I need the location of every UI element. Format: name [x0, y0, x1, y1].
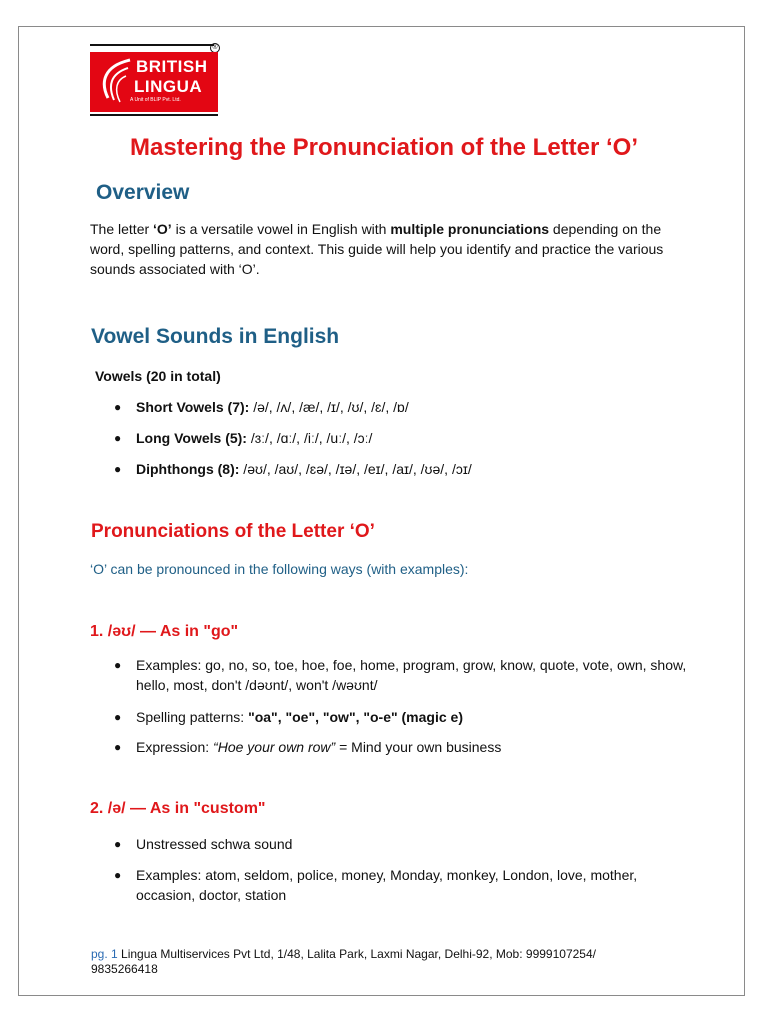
- section-2-heading: 2. /ə/ — As in "custom": [90, 800, 266, 817]
- british-lingua-logo: [90, 44, 218, 118]
- logo-swoosh-icon: [94, 56, 134, 108]
- page-footer: [91, 947, 651, 977]
- overview-text-3: depending on the word, spelling patterns, and context. This guide will help you identify and practice the various sounds associated with ‘O’.: [90, 221, 664, 277]
- section-2-examples-text: Examples: atom, seldom, police, money, Monday, monkey, London, love, mother, occasion, doctor, station: [136, 867, 638, 903]
- vowel-list-item: [114, 428, 696, 448]
- overview-heading: Overview: [96, 181, 190, 204]
- pronunciations-heading: Pronunciations of the Letter ‘O’: [91, 521, 375, 542]
- bullet-icon: ●: [114, 710, 122, 724]
- section-2-item: [114, 834, 696, 854]
- registered-mark: ®: [210, 43, 220, 53]
- overview-text-1: The letter: [90, 221, 154, 237]
- bullet-icon: ●: [114, 837, 122, 851]
- section-1-examples: [114, 655, 696, 695]
- pronunciations-intro: ‘O’ can be pronounced in the following ways (with examples):: [90, 561, 469, 577]
- diphthongs-label: Diphthongs (8):: [136, 461, 240, 477]
- schwa-description: Unstressed schwa sound: [136, 836, 293, 852]
- expression-quote: “Hoe your own row”: [213, 739, 336, 755]
- overview-text-2: is a versatile vowel in English with: [171, 221, 391, 237]
- logo-bottom-line: [90, 114, 218, 116]
- footer-address: Lingua Multiservices Pvt Ltd, 1/48, Lalita Park, Laxmi Nagar, Delhi-92, Mob: 9999107254/ 9835266418: [91, 947, 596, 976]
- short-vowels-label: Short Vowels (7):: [136, 399, 250, 415]
- bullet-icon: ●: [114, 658, 122, 672]
- bullet-icon: ●: [114, 400, 122, 414]
- bullet-icon: ●: [114, 868, 122, 882]
- spelling-patterns: "oa", "oe", "ow", "o-e" (magic e): [248, 709, 463, 725]
- overview-bold-o: ‘O’: [153, 221, 172, 237]
- section-1-examples-text: Examples: go, no, so, toe, hoe, foe, home, program, grow, know, quote, vote, own, show, hello, most, don't /dəʊnt/, won't /wəʊnt/: [136, 657, 687, 693]
- bullet-icon: ●: [114, 431, 122, 445]
- vowel-list-item: [114, 397, 696, 417]
- logo-top-line: [90, 44, 214, 46]
- section-2-item: [114, 865, 696, 905]
- short-vowels-list: /ə/, /ʌ/, /æ/, /ɪ/, /ʊ/, /ɛ/, /ɒ/: [249, 399, 409, 415]
- bullet-icon: ●: [114, 740, 122, 754]
- expression-label: Expression:: [136, 739, 214, 755]
- expression-meaning: = Mind your own business: [335, 739, 502, 755]
- spelling-label: Spelling patterns:: [136, 709, 249, 725]
- logo-word-lingua: LINGUA: [134, 77, 203, 96]
- section-1-spelling: [114, 707, 696, 727]
- overview-bold-multiple: multiple pronunciations: [390, 221, 550, 237]
- page-number: pg. 1: [91, 947, 118, 961]
- logo-tagline: A Unit of BLIP Pvt. Ltd.: [130, 97, 181, 103]
- diphthongs-list: /əʊ/, /aʊ/, /ɛə/, /ɪə/, /eɪ/, /aɪ/, /ʊə/, /ɔɪ/: [239, 461, 472, 477]
- section-1-expression: [114, 737, 696, 757]
- section-1-heading: 1. /əʊ/ — As in "go": [90, 623, 239, 640]
- overview-paragraph: [90, 219, 690, 279]
- vowel-sounds-heading: Vowel Sounds in English: [91, 325, 340, 348]
- bullet-icon: ●: [114, 462, 122, 476]
- vowels-subheading: Vowels (20 in total): [95, 368, 221, 384]
- logo-word-british: BRITISH: [136, 57, 208, 76]
- document-title: Mastering the Pronunciation of the Letter ‘O’: [129, 134, 639, 161]
- vowel-list-item: [114, 459, 696, 479]
- long-vowels-list: /ɜː/, /ɑː/, /iː/, /uː/, /ɔː/: [246, 430, 373, 446]
- long-vowels-label: Long Vowels (5):: [136, 430, 247, 446]
